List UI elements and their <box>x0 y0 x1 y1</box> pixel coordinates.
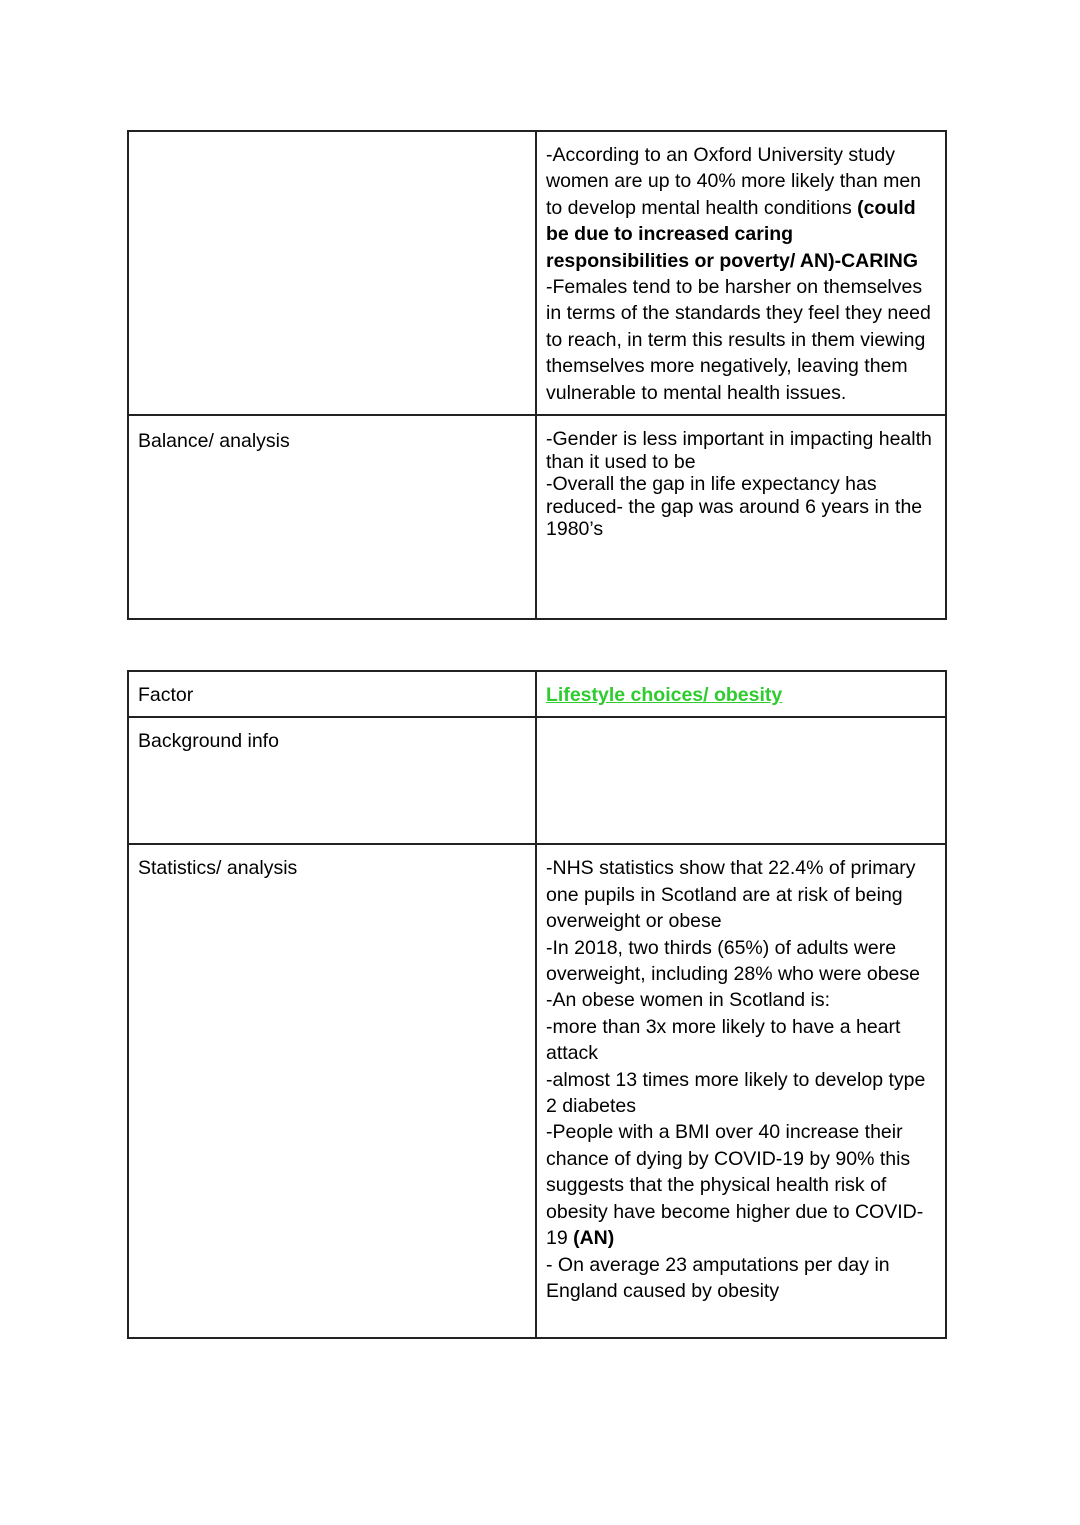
background-info-cell <box>536 717 946 844</box>
bmi-covid-text: -People with a BMI over 40 increase their chance of dying by COVID-19 by 90% this suggests that the physical health risk of obesity have become higher due to COVID-19 <box>546 1121 924 1250</box>
life-expectancy-gap-text: -Overall the gap in life expectancy has reduced- the gap was around 6 years in the 1980’s <box>546 473 923 541</box>
adults-overweight-text: -In 2018, two thirds (65%) of adults were overweight, including 28% who were obese <box>546 936 920 986</box>
table-row <box>128 717 946 844</box>
statistics-analysis-cell <box>536 844 946 1338</box>
lifestyle-obesity-link[interactable]: Lifestyle choices/ obesity <box>546 684 783 706</box>
oxford-study-text: -According to an Oxford University study women are up to 40% more likely than men to develop mental health conditions <box>546 144 922 219</box>
obese-women-text: -An obese women in Scotland is: <box>546 989 830 1012</box>
analysis-marker: (AN) <box>573 1227 615 1250</box>
females-standards-text: -Females tend to be harsher on themselves in terms of the standards they feel they need to reach, in term this results in them viewing themselves more negatively, leaving them vulnerable to mental health issues. <box>546 276 931 404</box>
table-row <box>128 671 946 717</box>
table-row <box>128 844 946 1338</box>
background-info-label: Background info <box>128 717 536 844</box>
gender-mental-health-cell <box>536 131 946 415</box>
balance-analysis-label: Balance/ analysis <box>128 415 536 619</box>
table-row <box>128 415 946 619</box>
table-gender <box>127 130 947 620</box>
row-label-empty <box>128 131 536 415</box>
gender-less-important-text: -Gender is less important in impacting health than it used to be <box>546 428 932 473</box>
heart-attack-text: -more than 3x more likely to have a heart attack <box>546 1015 901 1065</box>
amputations-text: - On average 23 amputations per day in England caused by obesity <box>546 1253 890 1302</box>
diabetes-text: -almost 13 times more likely to develop type 2 diabetes <box>546 1068 926 1118</box>
factor-label: Factor <box>128 671 536 717</box>
table-row <box>128 131 946 415</box>
nhs-statistics-text: -NHS statistics show that 22.4% of primary one pupils in Scotland are at risk of being overweight or obese <box>546 857 916 933</box>
factor-value-cell <box>536 671 946 717</box>
statistics-analysis-label: Statistics/ analysis <box>128 844 536 1338</box>
caring-analysis-text: (could be due to increased caring responsibilities or poverty/ AN)-CARING <box>546 196 918 272</box>
table-lifestyle <box>127 670 947 1339</box>
bmi-covid-line <box>546 1119 936 1251</box>
balance-analysis-cell <box>536 415 946 619</box>
